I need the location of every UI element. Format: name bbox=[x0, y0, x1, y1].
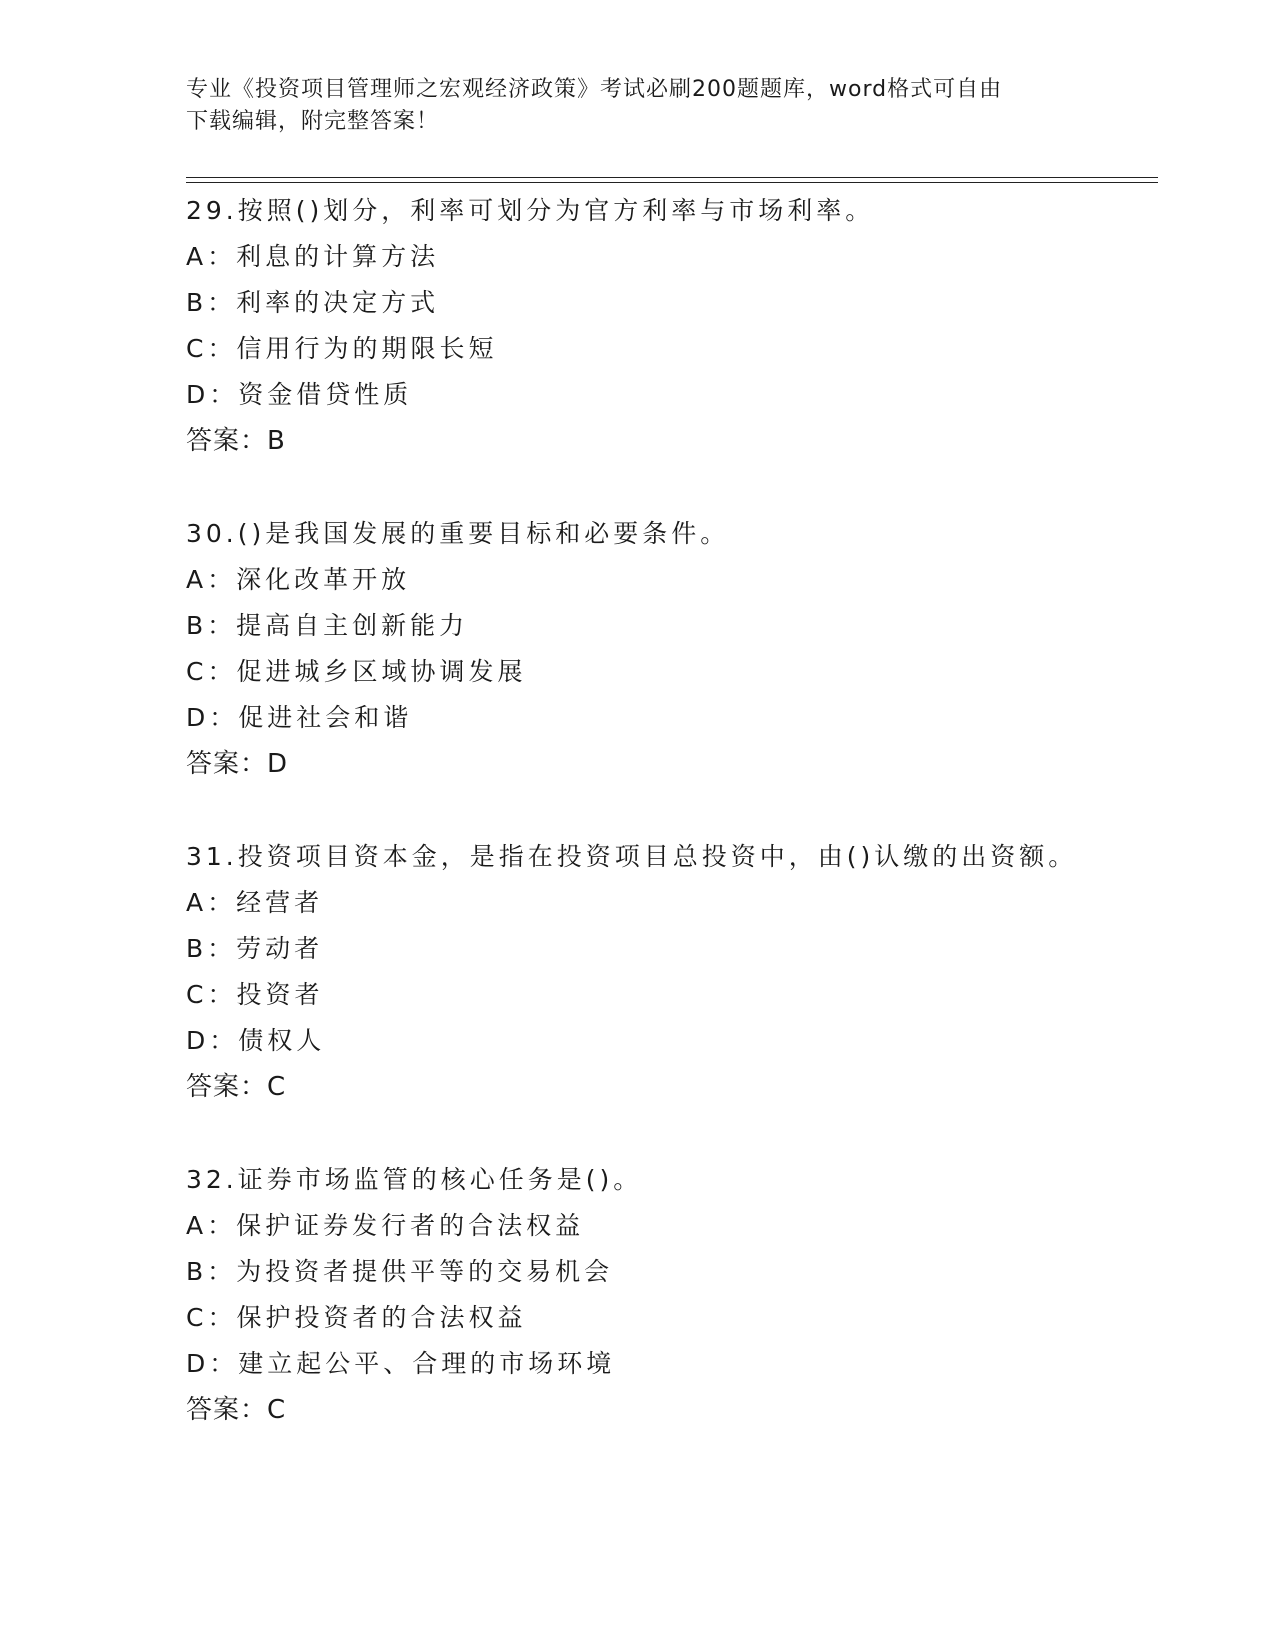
option-d: D：促进社会和谐 bbox=[186, 703, 413, 732]
question-32 bbox=[186, 1157, 1158, 1433]
option-c: C：投资者 bbox=[186, 980, 324, 1009]
question-31 bbox=[186, 834, 1158, 1110]
question-30 bbox=[186, 511, 1158, 787]
header-divider-top bbox=[186, 177, 1158, 178]
option-b: B：提高自主创新能力 bbox=[186, 611, 469, 640]
option-c: C：促进城乡区域协调发展 bbox=[186, 657, 527, 686]
option-a: A：深化改革开放 bbox=[186, 565, 411, 594]
answer: 答案：B bbox=[186, 426, 286, 456]
header-divider-bottom bbox=[186, 182, 1158, 183]
option-d: D：建立起公平、合理的市场环境 bbox=[186, 1349, 616, 1378]
option-b: B：劳动者 bbox=[186, 934, 324, 963]
option-a: A：利息的计算方法 bbox=[186, 242, 440, 271]
question-stem: 29.按照()划分，利率可划分为官方利率与市场利率。 bbox=[186, 196, 875, 225]
question-stem: 31.投资项目资本金，是指在投资项目总投资中，由()认缴的出资额。 bbox=[186, 842, 1078, 871]
option-a: A：经营者 bbox=[186, 888, 324, 917]
answer: 答案：C bbox=[186, 1395, 287, 1425]
header-line-1: 专业《投资项目管理师之宏观经济政策》考试必刷200题题库，word格式可自由 bbox=[186, 77, 1003, 102]
question-stem: 30.()是我国发展的重要目标和必要条件。 bbox=[186, 519, 730, 548]
option-a: A：保护证券发行者的合法权益 bbox=[186, 1211, 585, 1240]
option-c: C：信用行为的期限长短 bbox=[186, 334, 498, 363]
question-list bbox=[186, 188, 1158, 1480]
answer: 答案：C bbox=[186, 1072, 287, 1102]
option-c: C：保护投资者的合法权益 bbox=[186, 1303, 527, 1332]
option-d: D：资金借贷性质 bbox=[186, 380, 413, 409]
option-b: B：为投资者提供平等的交易机会 bbox=[186, 1257, 614, 1286]
question-stem: 32.证券市场监管的核心任务是()。 bbox=[186, 1165, 643, 1194]
answer: 答案：D bbox=[186, 749, 289, 779]
header-line-2: 下载编辑，附完整答案！ bbox=[186, 109, 440, 134]
question-29 bbox=[186, 188, 1158, 464]
option-d: D：债权人 bbox=[186, 1026, 326, 1055]
document-header bbox=[186, 74, 1086, 138]
option-b: B：利率的决定方式 bbox=[186, 288, 440, 317]
